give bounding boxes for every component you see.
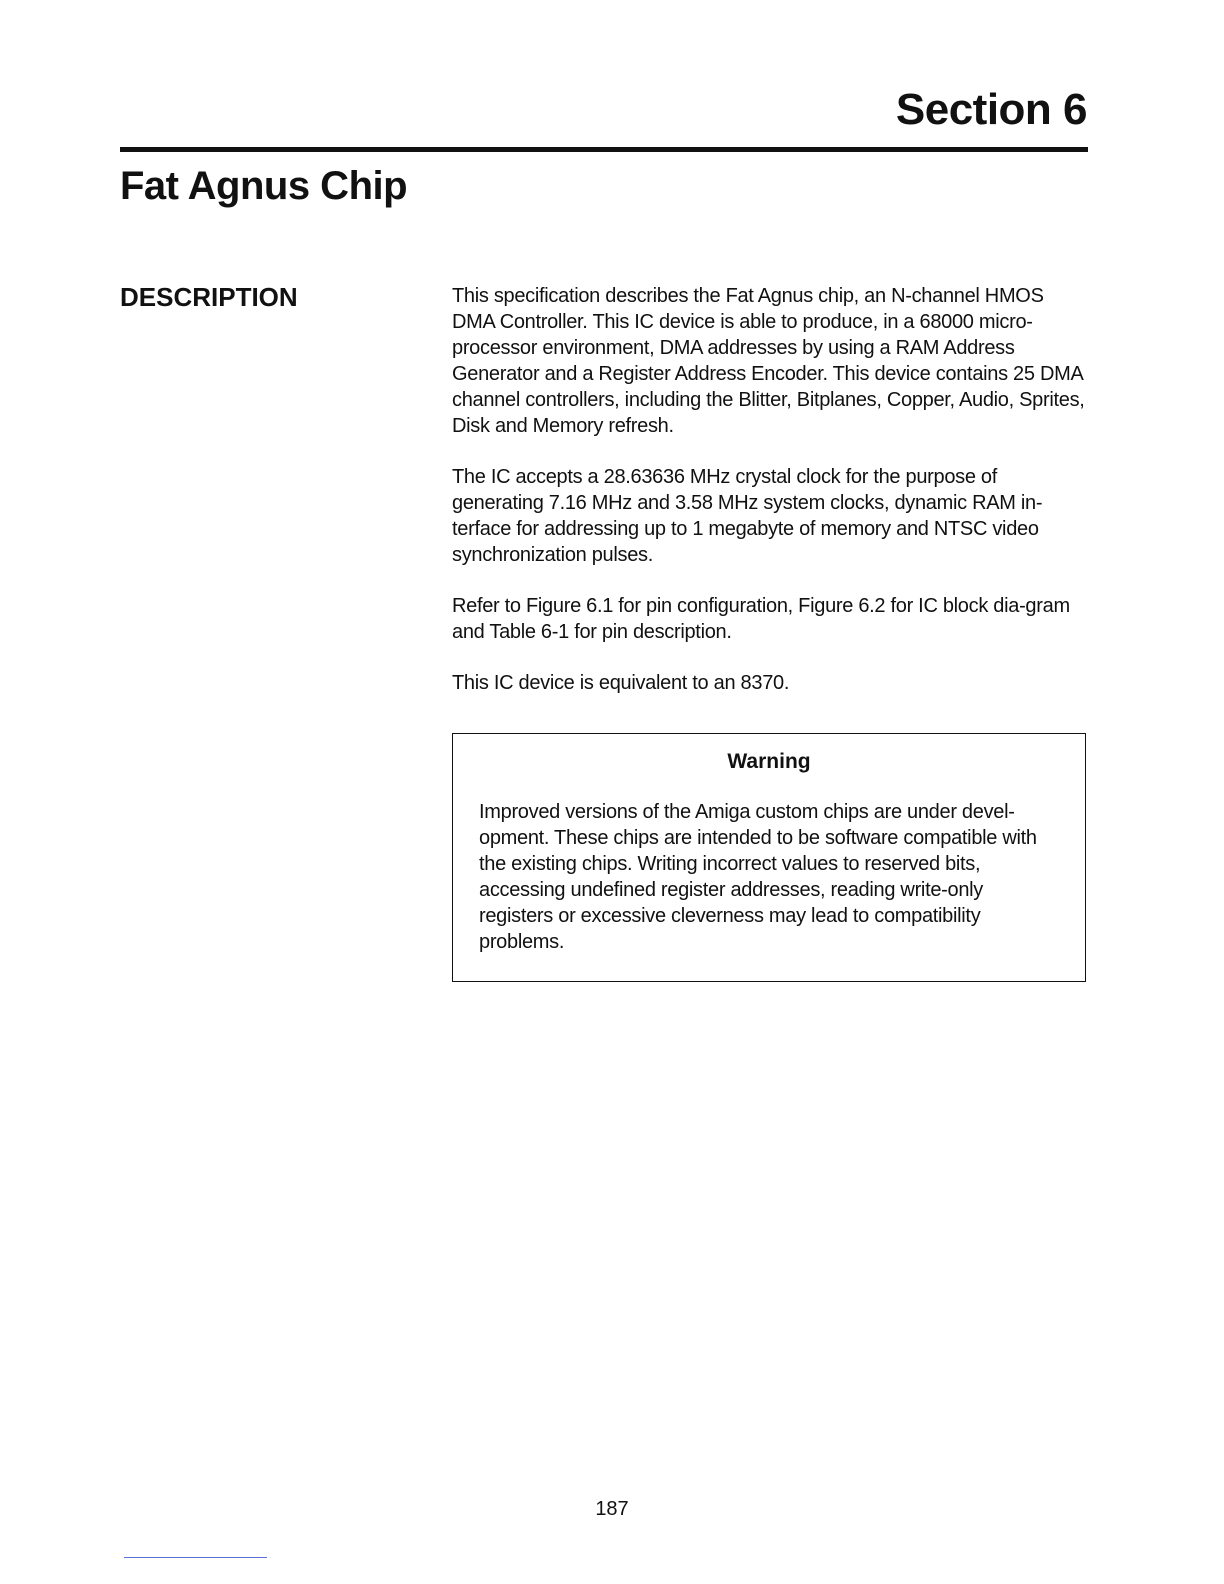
section-label: Section 6 bbox=[895, 85, 1087, 134]
page-number: 187 bbox=[595, 1498, 629, 1520]
page-title: Fat Agnus Chip bbox=[120, 164, 408, 208]
description-paragraph: This IC device is equivalent to an 8370. bbox=[452, 672, 790, 694]
description-paragraph: This specification describes the Fat Agnus chip, an N-channel HMOS DMA Controller. This IC device is able to produce, in a 68000 micro-processor environment, DMA addresses by using a RAM Address Generator and a Register Address Encoder. This device contains 25 DMA channel controllers, including the Blitter, Bitplanes, Copper, Audio, Sprites, Disk and Memory refresh. bbox=[452, 285, 1085, 437]
warning-box bbox=[452, 733, 1086, 982]
warning-title: Warning bbox=[727, 750, 811, 773]
section-divider bbox=[120, 147, 1088, 152]
description-heading: DESCRIPTION bbox=[120, 282, 298, 312]
footer-divider bbox=[124, 1557, 267, 1558]
description-paragraph: Refer to Figure 6.1 for pin configuration, Figure 6.2 for IC block dia-gram and Table 6-1 for pin description. bbox=[452, 595, 1070, 643]
description-paragraph: The IC accepts a 28.63636 MHz crystal clock for the purpose of generating 7.16 MHz and 3.58 MHz system clocks, dynamic RAM in-terface for addressing up to 1 megabyte of memory and NTSC video synchronization pulses. bbox=[452, 466, 1043, 566]
warning-text: Improved versions of the Amiga custom chips are under devel-opment. These chips are intended to be software compatible with the existing chips. Writing incorrect values to reserved bits, accessing undefined register addresses, reading write-only registers or excessive cleverness may lead to compatibility problems. bbox=[479, 801, 1037, 953]
description-body bbox=[452, 283, 1088, 721]
